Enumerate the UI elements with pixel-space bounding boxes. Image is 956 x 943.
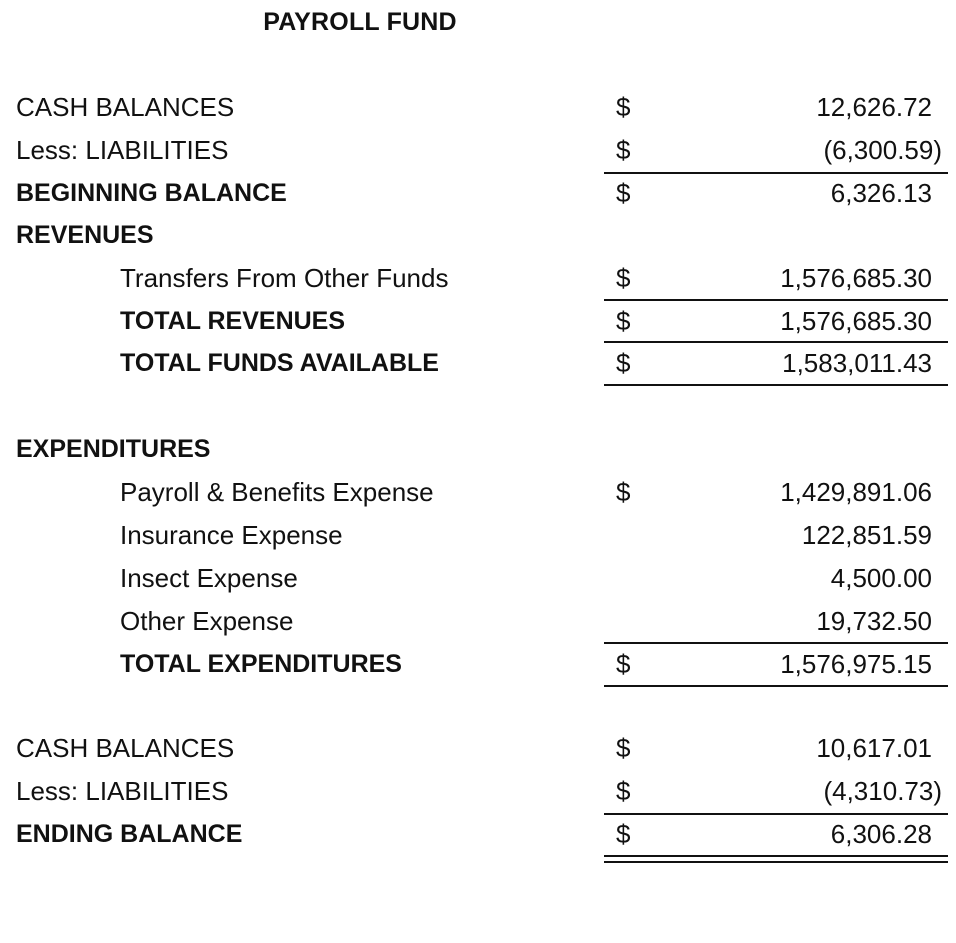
row-label: TOTAL EXPENDITURES (120, 650, 402, 678)
row-dollar-sign: $ (616, 263, 631, 293)
row-label: Other Expense (120, 606, 294, 636)
statement-row-beginning-balance (0, 172, 956, 214)
row-dollar-sign: $ (616, 776, 631, 806)
row-amount: 6,306.28 (830, 819, 932, 849)
row-dollar-sign: $ (616, 733, 631, 763)
row-label: EXPENDITURES (16, 435, 211, 463)
row-label: TOTAL REVENUES (120, 307, 346, 335)
row-amount: 1,576,685.30 (780, 306, 932, 336)
row-dollar-sign: $ (616, 178, 631, 208)
row-dollar-sign: $ (616, 135, 631, 165)
row-dollar-sign: $ (616, 649, 631, 679)
total-rule (604, 384, 948, 386)
row-amount: 1,429,891.06 (780, 477, 932, 507)
row-dollar-sign: $ (616, 477, 631, 507)
section-heading-expenditures (0, 428, 956, 470)
row-amount: 122,851.59 (801, 520, 932, 550)
row-amount: 4,500.00 (830, 563, 932, 593)
grand-total-double-rule (604, 855, 948, 863)
row-label: Insurance Expense (120, 520, 343, 550)
row-label: REVENUES (16, 221, 154, 249)
statement-row-other-expense (0, 600, 956, 642)
row-label: Insect Expense (120, 563, 298, 593)
statement-row-total-expenditures (0, 643, 956, 685)
row-label: TOTAL FUNDS AVAILABLE (120, 349, 439, 377)
statement-row-insect (0, 557, 956, 599)
statement-row-cash-balances-ending (0, 727, 956, 769)
row-dollar-sign: $ (616, 819, 631, 849)
row-dollar-sign: $ (616, 92, 631, 122)
row-label: Less: LIABILITIES (16, 776, 229, 806)
statement-row-liabilities-ending (0, 770, 956, 812)
row-label: CASH BALANCES (16, 92, 235, 122)
row-label: ENDING BALANCE (16, 820, 243, 848)
row-amount: 1,576,685.30 (780, 263, 932, 293)
statement-row-total-revenues (0, 300, 956, 342)
statement-row-cash-balances-beginning (0, 86, 956, 128)
row-amount: (6,300.59) (823, 135, 942, 165)
row-label: Payroll & Benefits Expense (120, 477, 434, 507)
statement-row-liabilities-beginning (0, 129, 956, 171)
statement-row-transfers (0, 257, 956, 299)
section-heading-revenues (0, 214, 956, 256)
row-label: Less: LIABILITIES (16, 135, 229, 165)
row-dollar-sign: $ (616, 348, 631, 378)
row-dollar-sign: $ (616, 306, 631, 336)
row-amount: 19,732.50 (816, 606, 932, 636)
page-title: PAYROLL FUND (263, 8, 457, 36)
row-amount: 6,326.13 (830, 178, 932, 208)
row-label: Transfers From Other Funds (120, 263, 449, 293)
row-label: BEGINNING BALANCE (16, 179, 287, 207)
row-amount: (4,310.73) (823, 776, 942, 806)
total-rule (604, 685, 948, 687)
row-label: CASH BALANCES (16, 733, 235, 763)
statement-row-insurance (0, 514, 956, 556)
statement-row-total-funds-available (0, 342, 956, 384)
row-amount: 10,617.01 (816, 733, 932, 763)
row-amount: 1,576,975.15 (780, 649, 932, 679)
statement-row-ending-balance (0, 813, 956, 855)
row-amount: 12,626.72 (816, 92, 932, 122)
statement-row-payroll-benefits (0, 471, 956, 513)
row-amount: 1,583,011.43 (782, 348, 932, 378)
